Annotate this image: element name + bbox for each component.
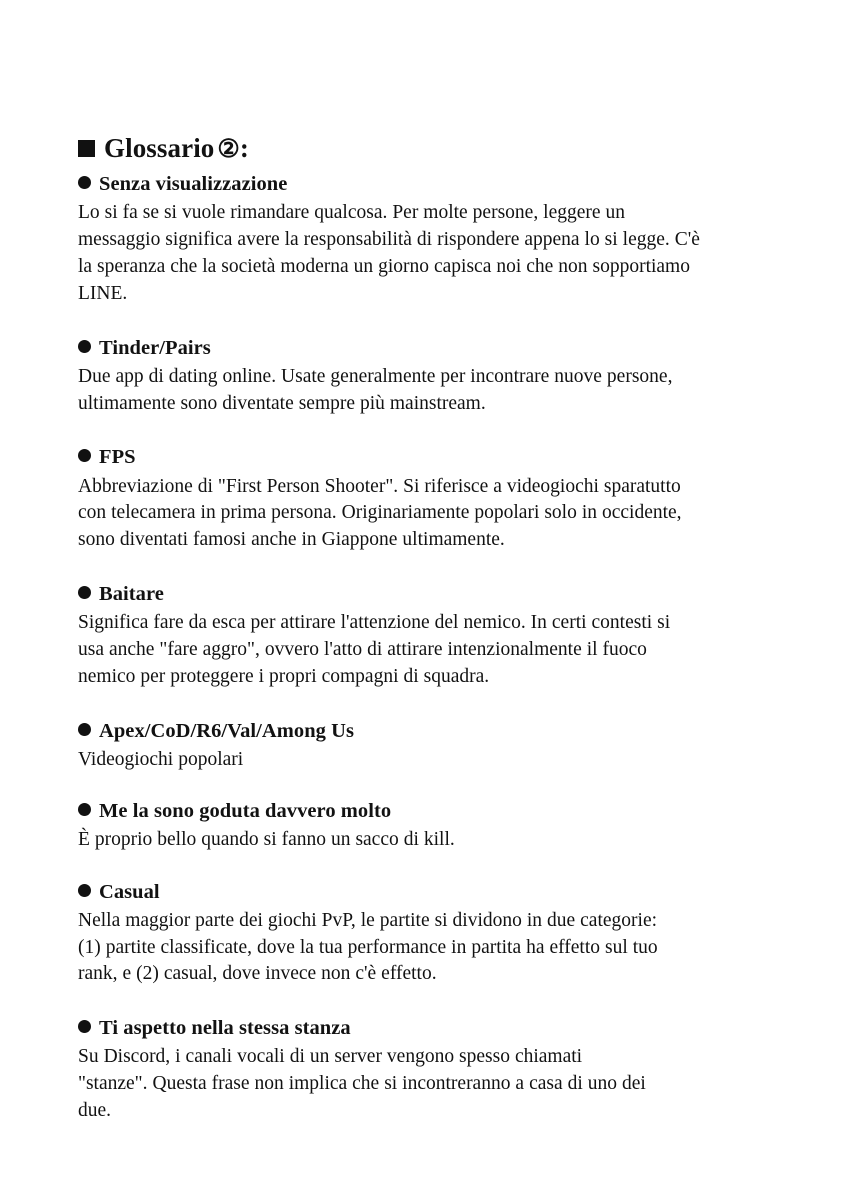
glossary-entry [78,719,718,774]
entry-body: Significa fare da esca per attirare l'attenzione del nemico. In certi contesti si usa anche "fare aggro", ovvero l'atto di attirare intenzionalmente il fuoco nemico per proteggere i propri compagni di squadra. [78,612,671,687]
page-title-text: Glossario [104,133,215,163]
glossary-entry [78,880,718,989]
entry-heading-text: FPS [99,446,136,469]
entry-heading-text: Senza visualizzazione [99,173,288,196]
entry-heading-text: Tinder/Pairs [99,336,211,359]
glossary-entry [78,445,718,554]
page-title-number: ② [217,136,240,163]
glossary-entry [78,799,718,854]
document-content [78,134,718,1125]
glossary-entry [78,336,718,418]
bullet-dot-icon [78,176,91,189]
entry-heading [78,172,718,196]
page-title-colon: : [239,133,250,163]
entry-body: Nella maggior parte dei giochi PvP, le partite si dividono in due categorie: (1) partite classificate, dove la tua performance in partita ha effetto sul tuo rank, e (2) casual, dove invece non c'è effetto. [78,909,658,985]
glossary-entry [78,582,718,691]
entry-heading [78,719,718,743]
bullet-dot-icon [78,340,91,353]
entry-heading-text: Casual [99,880,160,903]
entry-heading [78,1016,718,1040]
entry-heading [78,880,718,904]
entry-heading [78,582,718,606]
bullet-dot-icon [78,884,91,897]
entry-heading [78,799,718,823]
entry-heading [78,336,718,360]
square-marker-icon [78,140,95,157]
entry-heading-text: Baitare [99,583,164,606]
glossary-entries [78,172,718,1125]
entry-heading-text: Apex/CoD/R6/Val/Among Us [99,719,355,742]
entry-heading [78,445,718,469]
entry-body: Lo si fa se si vuole rimandare qualcosa. Per molte persone, leggere un messaggio significa avere la responsabilità di rispondere appena lo si legge. C'è la speranza che la società moderna un giorno capisca noi che non sopportiamo LINE. [78,202,700,304]
entry-heading-text: Me la sono goduta davvero molto [99,799,392,822]
bullet-dot-icon [78,1020,91,1033]
entry-body: È proprio bello quando si fanno un sacco di kill. [78,828,455,850]
bullet-dot-icon [78,803,91,816]
page-title [78,134,718,163]
bullet-dot-icon [78,449,91,462]
glossary-entry [78,1016,718,1125]
glossary-entry [78,172,718,307]
entry-body: Due app di dating online. Usate generalmente per incontrare nuove persone, ultimamente sono diventate sempre più mainstream. [78,365,673,414]
entry-heading-text: Ti aspetto nella stessa stanza [99,1017,351,1040]
bullet-dot-icon [78,723,91,736]
entry-body: Abbreviazione di "First Person Shooter". Si riferisce a videogiochi sparatutto con telecamera in prima persona. Originariamente popolari solo in occidente, sono diventati famosi anche in Giappone ultimamente. [78,475,682,551]
entry-body: Su Discord, i canali vocali di un server vengono spesso chiamati "stanze". Questa frase non implica che si incontreranno a casa di uno dei due. [78,1046,646,1122]
bullet-dot-icon [78,586,91,599]
entry-body: Videogiochi popolari [78,748,244,770]
